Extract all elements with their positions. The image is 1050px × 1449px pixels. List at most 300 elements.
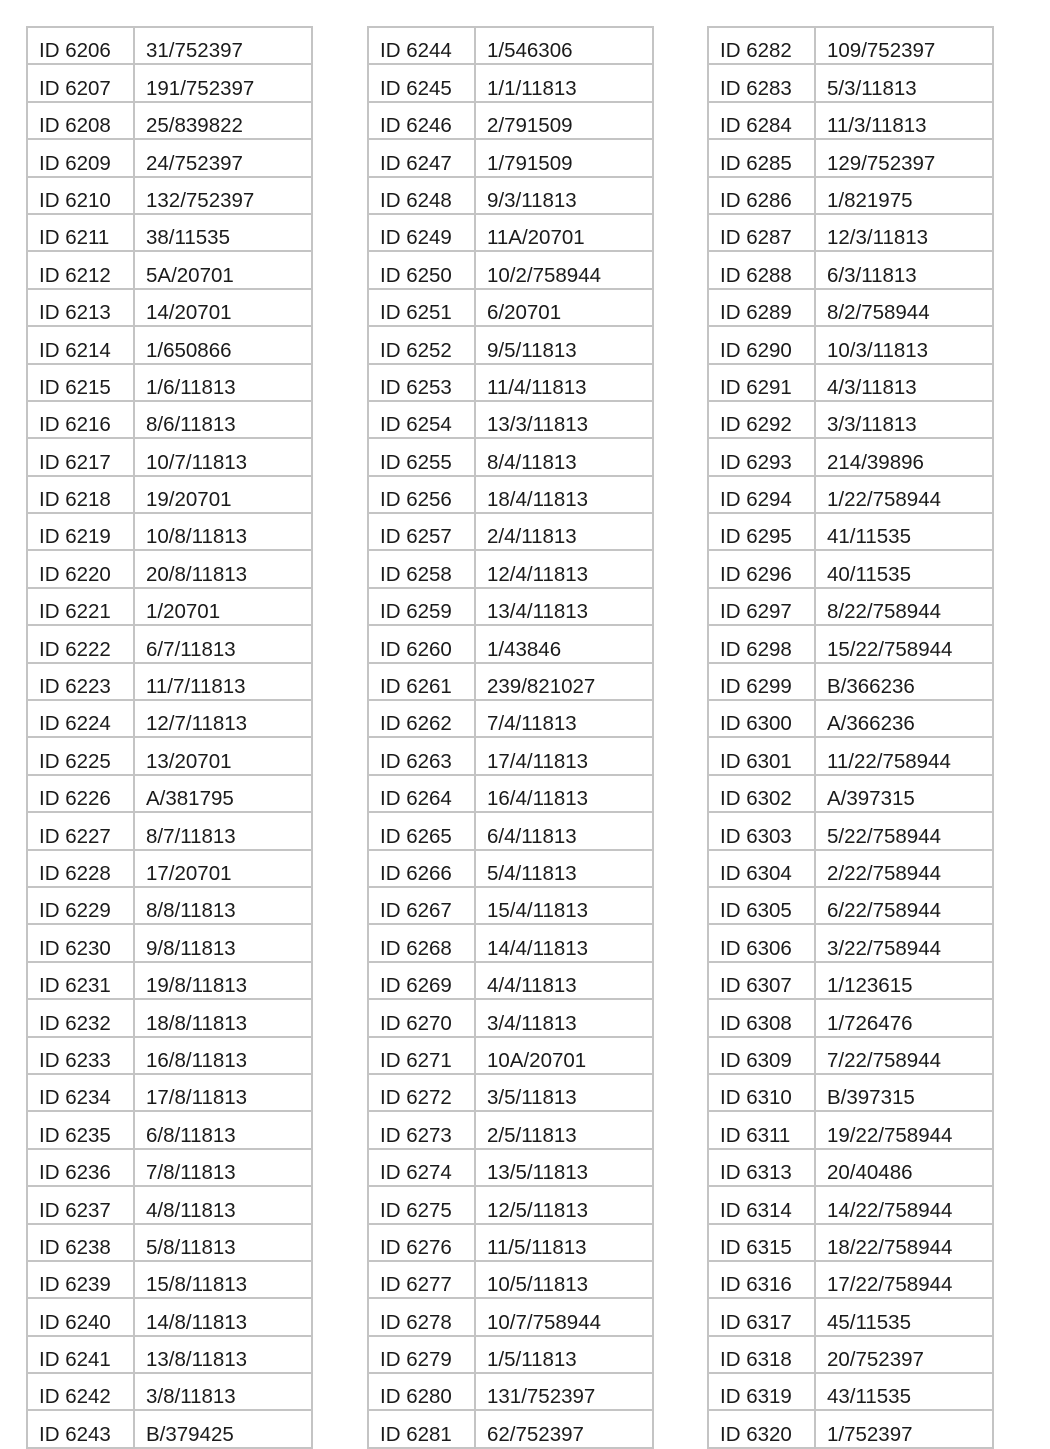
id-cell: ID 6258	[368, 550, 475, 587]
value-cell: 1/6/11813	[134, 364, 312, 401]
id-cell: ID 6297	[708, 588, 815, 625]
id-cell: ID 6254	[368, 401, 475, 438]
value-cell: 214/39896	[815, 438, 993, 475]
id-cell: ID 6267	[368, 887, 475, 924]
table-row	[708, 1111, 993, 1148]
value-cell: 6/3/11813	[815, 251, 993, 288]
value-cell: 2/4/11813	[475, 513, 653, 550]
value-cell: 15/22/758944	[815, 625, 993, 662]
value-cell: 4/3/11813	[815, 364, 993, 401]
table-row	[708, 64, 993, 101]
table-row	[368, 1298, 653, 1335]
table-row	[368, 1111, 653, 1148]
value-cell: 132/752397	[134, 177, 312, 214]
table-row	[368, 326, 653, 363]
id-cell: ID 6304	[708, 850, 815, 887]
id-cell: ID 6295	[708, 513, 815, 550]
id-cell: ID 6287	[708, 214, 815, 251]
value-cell: 8/8/11813	[134, 887, 312, 924]
id-cell: ID 6256	[368, 476, 475, 513]
table-row	[708, 924, 993, 961]
id-cell: ID 6276	[368, 1224, 475, 1261]
table-row	[368, 1037, 653, 1074]
value-cell: 1/821975	[815, 177, 993, 214]
table-row	[27, 27, 312, 64]
table-row	[368, 1373, 653, 1410]
id-cell: ID 6306	[708, 924, 815, 961]
id-cell: ID 6264	[368, 775, 475, 812]
id-cell: ID 6292	[708, 401, 815, 438]
value-cell: 1/546306	[475, 27, 653, 64]
table-row	[27, 251, 312, 288]
id-cell: ID 6302	[708, 775, 815, 812]
id-cell: ID 6232	[27, 999, 134, 1036]
id-cell: ID 6238	[27, 1224, 134, 1261]
table-row	[27, 401, 312, 438]
value-cell: 12/5/11813	[475, 1186, 653, 1223]
id-cell: ID 6288	[708, 251, 815, 288]
value-cell: 5/3/11813	[815, 64, 993, 101]
table-row	[368, 1336, 653, 1373]
table-row	[708, 1298, 993, 1335]
value-cell: 9/8/11813	[134, 924, 312, 961]
id-cell: ID 6253	[368, 364, 475, 401]
value-cell: 6/8/11813	[134, 1111, 312, 1148]
id-cell: ID 6244	[368, 27, 475, 64]
value-cell: 2/22/758944	[815, 850, 993, 887]
id-cell: ID 6252	[368, 326, 475, 363]
id-cell: ID 6309	[708, 1037, 815, 1074]
table-row	[708, 1224, 993, 1261]
value-cell: 17/8/11813	[134, 1074, 312, 1111]
id-cell: ID 6305	[708, 887, 815, 924]
table-row	[27, 1186, 312, 1223]
value-cell: 20/40486	[815, 1149, 993, 1186]
table-row	[27, 102, 312, 139]
table-row	[27, 1298, 312, 1335]
value-cell: 25/839822	[134, 102, 312, 139]
table-row	[368, 775, 653, 812]
value-cell: 13/8/11813	[134, 1336, 312, 1373]
table-row	[368, 550, 653, 587]
table-row	[368, 812, 653, 849]
table-row	[368, 962, 653, 999]
id-cell: ID 6242	[27, 1373, 134, 1410]
table-row	[27, 887, 312, 924]
id-table-column-2	[367, 26, 654, 1449]
table-row	[708, 700, 993, 737]
id-cell: ID 6213	[27, 289, 134, 326]
value-cell: 62/752397	[475, 1410, 653, 1447]
table-row	[27, 364, 312, 401]
table-row	[708, 625, 993, 662]
id-cell: ID 6268	[368, 924, 475, 961]
table-row	[368, 999, 653, 1036]
table-row	[27, 1111, 312, 1148]
table-body	[27, 27, 312, 1448]
table-row	[27, 1373, 312, 1410]
value-cell: 3/5/11813	[475, 1074, 653, 1111]
id-cell: ID 6233	[27, 1037, 134, 1074]
id-cell: ID 6273	[368, 1111, 475, 1148]
value-cell: 129/752397	[815, 139, 993, 176]
table-row	[368, 588, 653, 625]
value-cell: 6/7/11813	[134, 625, 312, 662]
value-cell: 10/5/11813	[475, 1261, 653, 1298]
table-row	[27, 513, 312, 550]
id-cell: ID 6272	[368, 1074, 475, 1111]
id-cell: ID 6278	[368, 1298, 475, 1335]
value-cell: 9/3/11813	[475, 177, 653, 214]
table-row	[27, 289, 312, 326]
table-row	[27, 588, 312, 625]
table-row	[368, 102, 653, 139]
table-row	[368, 476, 653, 513]
value-cell: 13/5/11813	[475, 1149, 653, 1186]
value-cell: 13/20701	[134, 737, 312, 774]
id-cell: ID 6285	[708, 139, 815, 176]
table-row	[27, 438, 312, 475]
table-row	[27, 476, 312, 513]
value-cell: 11/3/11813	[815, 102, 993, 139]
value-cell: 2/5/11813	[475, 1111, 653, 1148]
table-row	[708, 812, 993, 849]
value-cell: 16/8/11813	[134, 1037, 312, 1074]
id-cell: ID 6279	[368, 1336, 475, 1373]
table-row	[708, 27, 993, 64]
id-cell: ID 6315	[708, 1224, 815, 1261]
table-row	[708, 1373, 993, 1410]
id-cell: ID 6250	[368, 251, 475, 288]
value-cell: 6/20701	[475, 289, 653, 326]
value-cell: 10A/20701	[475, 1037, 653, 1074]
id-cell: ID 6211	[27, 214, 134, 251]
value-cell: 1/1/11813	[475, 64, 653, 101]
value-cell: 11/5/11813	[475, 1224, 653, 1261]
id-cell: ID 6218	[27, 476, 134, 513]
value-cell: 3/3/11813	[815, 401, 993, 438]
value-cell: 43/11535	[815, 1373, 993, 1410]
value-cell: 3/22/758944	[815, 924, 993, 961]
value-cell: 8/7/11813	[134, 812, 312, 849]
value-cell: 1/650866	[134, 326, 312, 363]
value-cell: 13/4/11813	[475, 588, 653, 625]
table-row	[27, 326, 312, 363]
value-cell: 1/20701	[134, 588, 312, 625]
table-row	[708, 251, 993, 288]
value-cell: 4/8/11813	[134, 1186, 312, 1223]
table-row	[27, 1149, 312, 1186]
value-cell: 1/791509	[475, 139, 653, 176]
value-cell: 1/22/758944	[815, 476, 993, 513]
value-cell: 10/7/758944	[475, 1298, 653, 1335]
id-cell: ID 6265	[368, 812, 475, 849]
value-cell: 31/752397	[134, 27, 312, 64]
table-row	[27, 1224, 312, 1261]
value-cell: 12/3/11813	[815, 214, 993, 251]
id-cell: ID 6277	[368, 1261, 475, 1298]
id-cell: ID 6229	[27, 887, 134, 924]
table-row	[708, 513, 993, 550]
id-cell: ID 6214	[27, 326, 134, 363]
id-cell: ID 6286	[708, 177, 815, 214]
table-row	[368, 64, 653, 101]
table-row	[368, 364, 653, 401]
value-cell: 2/791509	[475, 102, 653, 139]
table-row	[708, 1410, 993, 1447]
table-row	[368, 438, 653, 475]
id-cell: ID 6308	[708, 999, 815, 1036]
table-row	[27, 1336, 312, 1373]
id-cell: ID 6270	[368, 999, 475, 1036]
table-row	[368, 1149, 653, 1186]
id-cell: ID 6303	[708, 812, 815, 849]
id-cell: ID 6307	[708, 962, 815, 999]
id-cell: ID 6228	[27, 850, 134, 887]
value-cell: 10/3/11813	[815, 326, 993, 363]
id-cell: ID 6284	[708, 102, 815, 139]
value-cell: B/366236	[815, 663, 993, 700]
value-cell: 13/3/11813	[475, 401, 653, 438]
table-row	[368, 1074, 653, 1111]
id-cell: ID 6274	[368, 1149, 475, 1186]
table-row	[368, 1186, 653, 1223]
table-row	[368, 625, 653, 662]
table-row	[27, 1261, 312, 1298]
table-row	[708, 775, 993, 812]
id-cell: ID 6282	[708, 27, 815, 64]
value-cell: 40/11535	[815, 550, 993, 587]
value-cell: A/366236	[815, 700, 993, 737]
table-row	[368, 924, 653, 961]
id-cell: ID 6245	[368, 64, 475, 101]
value-cell: 8/4/11813	[475, 438, 653, 475]
table-row	[708, 588, 993, 625]
id-cell: ID 6280	[368, 1373, 475, 1410]
value-cell: 10/2/758944	[475, 251, 653, 288]
id-cell: ID 6293	[708, 438, 815, 475]
id-cell: ID 6310	[708, 1074, 815, 1111]
value-cell: 18/8/11813	[134, 999, 312, 1036]
value-cell: 14/20701	[134, 289, 312, 326]
table-row	[708, 1074, 993, 1111]
table-row	[708, 999, 993, 1036]
id-cell: ID 6217	[27, 438, 134, 475]
id-cell: ID 6260	[368, 625, 475, 662]
table-row	[27, 139, 312, 176]
table-row	[708, 962, 993, 999]
id-cell: ID 6240	[27, 1298, 134, 1335]
id-cell: ID 6219	[27, 513, 134, 550]
value-cell: 5/8/11813	[134, 1224, 312, 1261]
value-cell: 24/752397	[134, 139, 312, 176]
id-cell: ID 6314	[708, 1186, 815, 1223]
id-cell: ID 6227	[27, 812, 134, 849]
value-cell: 109/752397	[815, 27, 993, 64]
value-cell: 8/22/758944	[815, 588, 993, 625]
table-row	[708, 139, 993, 176]
value-cell: 8/6/11813	[134, 401, 312, 438]
value-cell: 5A/20701	[134, 251, 312, 288]
id-cell: ID 6215	[27, 364, 134, 401]
table-row	[27, 737, 312, 774]
value-cell: 17/4/11813	[475, 737, 653, 774]
table-row	[27, 663, 312, 700]
id-cell: ID 6220	[27, 550, 134, 587]
id-cell: ID 6249	[368, 214, 475, 251]
id-cell: ID 6235	[27, 1111, 134, 1148]
value-cell: 14/22/758944	[815, 1186, 993, 1223]
value-cell: 131/752397	[475, 1373, 653, 1410]
table-row	[708, 401, 993, 438]
table-row	[27, 625, 312, 662]
value-cell: 3/8/11813	[134, 1373, 312, 1410]
table-row	[708, 550, 993, 587]
id-cell: ID 6281	[368, 1410, 475, 1447]
value-cell: 6/22/758944	[815, 887, 993, 924]
value-cell: 12/7/11813	[134, 700, 312, 737]
value-cell: 18/22/758944	[815, 1224, 993, 1261]
id-table-column-3	[707, 26, 994, 1449]
value-cell: A/381795	[134, 775, 312, 812]
table-row	[708, 1037, 993, 1074]
id-cell: ID 6319	[708, 1373, 815, 1410]
table-row	[368, 700, 653, 737]
value-cell: 7/22/758944	[815, 1037, 993, 1074]
value-cell: 6/4/11813	[475, 812, 653, 849]
value-cell: 10/7/11813	[134, 438, 312, 475]
table-row	[368, 1410, 653, 1447]
value-cell: 14/4/11813	[475, 924, 653, 961]
id-cell: ID 6300	[708, 700, 815, 737]
table-row	[368, 251, 653, 288]
id-cell: ID 6221	[27, 588, 134, 625]
id-cell: ID 6289	[708, 289, 815, 326]
value-cell: 9/5/11813	[475, 326, 653, 363]
table-row	[708, 289, 993, 326]
table-row	[27, 64, 312, 101]
id-cell: ID 6275	[368, 1186, 475, 1223]
value-cell: 1/43846	[475, 625, 653, 662]
table-row	[368, 214, 653, 251]
table-row	[708, 1336, 993, 1373]
id-cell: ID 6212	[27, 251, 134, 288]
id-cell: ID 6226	[27, 775, 134, 812]
table-row	[368, 513, 653, 550]
id-cell: ID 6241	[27, 1336, 134, 1373]
table-row	[708, 1186, 993, 1223]
value-cell: 20/752397	[815, 1336, 993, 1373]
id-cell: ID 6318	[708, 1336, 815, 1373]
id-cell: ID 6263	[368, 737, 475, 774]
value-cell: 20/8/11813	[134, 550, 312, 587]
value-cell: 191/752397	[134, 64, 312, 101]
id-cell: ID 6225	[27, 737, 134, 774]
table-row	[27, 924, 312, 961]
value-cell: 45/11535	[815, 1298, 993, 1335]
table-row	[708, 1149, 993, 1186]
id-cell: ID 6291	[708, 364, 815, 401]
table-row	[368, 663, 653, 700]
table-row	[27, 1410, 312, 1447]
table-row	[27, 214, 312, 251]
table-row	[368, 737, 653, 774]
id-cell: ID 6216	[27, 401, 134, 438]
id-cell: ID 6317	[708, 1298, 815, 1335]
id-cell: ID 6251	[368, 289, 475, 326]
id-cell: ID 6246	[368, 102, 475, 139]
id-cell: ID 6259	[368, 588, 475, 625]
value-cell: 41/11535	[815, 513, 993, 550]
table-row	[27, 550, 312, 587]
id-cell: ID 6207	[27, 64, 134, 101]
table-row	[27, 1037, 312, 1074]
table-row	[708, 326, 993, 363]
value-cell: 19/22/758944	[815, 1111, 993, 1148]
value-cell: B/397315	[815, 1074, 993, 1111]
id-cell: ID 6320	[708, 1410, 815, 1447]
id-cell: ID 6290	[708, 326, 815, 363]
id-cell: ID 6266	[368, 850, 475, 887]
value-cell: 16/4/11813	[475, 775, 653, 812]
id-cell: ID 6269	[368, 962, 475, 999]
id-table-column-1	[26, 26, 313, 1449]
table-row	[708, 850, 993, 887]
value-cell: 15/4/11813	[475, 887, 653, 924]
id-cell: ID 6316	[708, 1261, 815, 1298]
table-row	[708, 887, 993, 924]
value-cell: 18/4/11813	[475, 476, 653, 513]
id-cell: ID 6294	[708, 476, 815, 513]
value-cell: 3/4/11813	[475, 999, 653, 1036]
id-cell: ID 6313	[708, 1149, 815, 1186]
table-row	[27, 700, 312, 737]
table-row	[27, 775, 312, 812]
value-cell: 239/821027	[475, 663, 653, 700]
value-cell: B/379425	[134, 1410, 312, 1447]
id-cell: ID 6206	[27, 27, 134, 64]
table-row	[708, 476, 993, 513]
id-cell: ID 6223	[27, 663, 134, 700]
table-row	[27, 177, 312, 214]
id-cell: ID 6208	[27, 102, 134, 139]
id-cell: ID 6271	[368, 1037, 475, 1074]
value-cell: 7/4/11813	[475, 700, 653, 737]
table-row	[708, 364, 993, 401]
value-cell: 11/7/11813	[134, 663, 312, 700]
value-cell: 14/8/11813	[134, 1298, 312, 1335]
value-cell: 1/752397	[815, 1410, 993, 1447]
value-cell: A/397315	[815, 775, 993, 812]
id-cell: ID 6301	[708, 737, 815, 774]
id-cell: ID 6243	[27, 1410, 134, 1447]
value-cell: 19/8/11813	[134, 962, 312, 999]
id-cell: ID 6224	[27, 700, 134, 737]
id-cell: ID 6262	[368, 700, 475, 737]
table-row	[368, 850, 653, 887]
value-cell: 10/8/11813	[134, 513, 312, 550]
id-cell: ID 6299	[708, 663, 815, 700]
value-cell: 15/8/11813	[134, 1261, 312, 1298]
table-row	[368, 27, 653, 64]
id-cell: ID 6234	[27, 1074, 134, 1111]
table-row	[708, 102, 993, 139]
table-row	[708, 438, 993, 475]
id-cell: ID 6239	[27, 1261, 134, 1298]
table-row	[708, 1261, 993, 1298]
table-body	[368, 27, 653, 1448]
id-cell: ID 6230	[27, 924, 134, 961]
